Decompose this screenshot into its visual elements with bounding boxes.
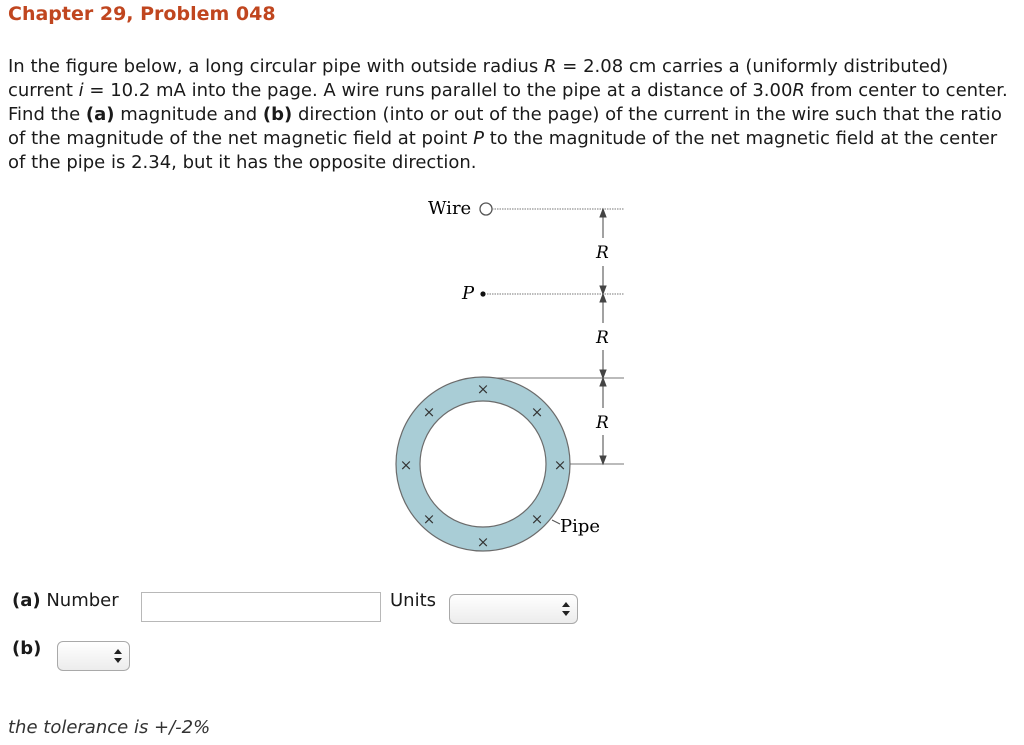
wire-label: Wire	[428, 198, 472, 219]
pipe-wire-figure	[380, 190, 640, 560]
updown-arrows-icon	[562, 601, 570, 617]
current-into-page-icon: ×	[399, 456, 413, 474]
pipe-label: Pipe	[560, 516, 601, 537]
units-select[interactable]	[449, 594, 578, 624]
current-into-page-icon: ×	[422, 403, 436, 421]
point-label: P	[462, 283, 475, 304]
wire-circle	[480, 203, 492, 215]
answer-b-label: (b)	[12, 638, 42, 659]
direction-select[interactable]	[57, 641, 130, 671]
problem-statement: In the figure below, a long circular pipe with outside radius R = 2.08 cm carries a (uniformly distributed) current i = 10.2 mA into the page. A wire runs parallel to the pipe at a distance of 3.00R from center to center. Find the (a) magnitude and (b) direction (into or out of the page) of the current in the wire such that the ratio of the magnitude of the net magnetic field at point P to the magnitude of the net magnetic field at the center of the pipe is 2.34, but it has the opposite direction.	[8, 56, 1008, 173]
current-into-page-icon: ×	[476, 380, 490, 398]
answer-a-label: (a) Number	[12, 590, 119, 611]
updown-arrows-icon	[114, 648, 122, 664]
page-title: Chapter 29, Problem 048	[8, 3, 276, 25]
dimension-label-3: R	[596, 413, 609, 433]
current-into-page-icon: ×	[530, 403, 544, 421]
units-label: Units	[390, 590, 437, 611]
current-into-page-icon: ×	[422, 510, 436, 528]
tolerance-note: the tolerance is +/-2%	[8, 717, 211, 738]
current-into-page-icon: ×	[530, 510, 544, 528]
pipe-inner-edge	[420, 401, 546, 527]
pipe-label-leader	[552, 520, 560, 524]
current-into-page-icon: ×	[553, 456, 567, 474]
point-dot	[480, 291, 485, 296]
answer-a-number-input[interactable]	[141, 592, 381, 622]
dimension-label-1: R	[596, 243, 609, 263]
dimension-label-2: R	[596, 328, 609, 348]
current-into-page-icon: ×	[476, 533, 490, 551]
